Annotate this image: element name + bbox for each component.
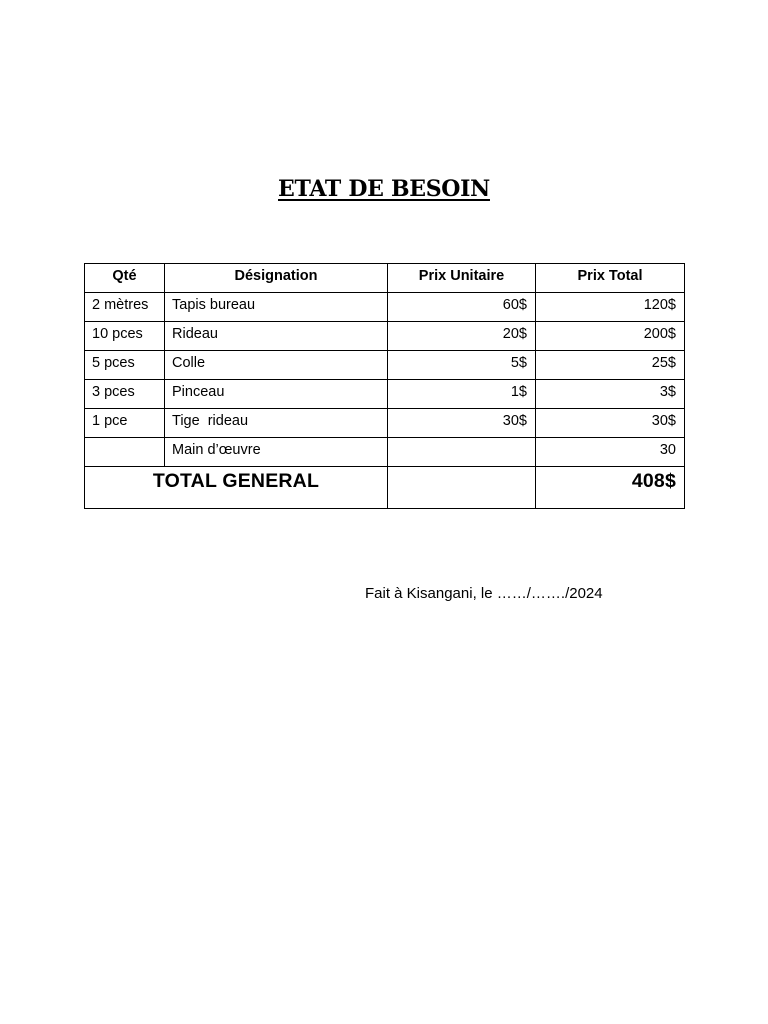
cell-unit-price <box>388 438 536 467</box>
total-general-label: TOTAL GENERAL <box>85 467 388 509</box>
place-date-line: Fait à Kisangani, le ……/……./2024 <box>365 585 603 602</box>
document-title: ETAT DE BESOIN <box>278 176 490 202</box>
cell-designation: Rideau <box>165 322 388 351</box>
total-unit-price-empty <box>388 467 536 509</box>
table-row <box>85 438 685 467</box>
cell-qty: 10 pces <box>85 322 165 351</box>
cell-total-price: 3$ <box>536 380 685 409</box>
cell-qty: 5 pces <box>85 351 165 380</box>
table-row <box>85 380 685 409</box>
cell-unit-price: 1$ <box>388 380 536 409</box>
cell-total-price: 30 <box>536 438 685 467</box>
table-row <box>85 351 685 380</box>
cell-designation: Pinceau <box>165 380 388 409</box>
total-general-value: 408$ <box>536 467 685 509</box>
cell-qty <box>85 438 165 467</box>
cell-designation: Main d’œuvre <box>165 438 388 467</box>
table-row <box>85 293 685 322</box>
cell-designation: Colle <box>165 351 388 380</box>
header-unit-price: Prix Unitaire <box>388 264 536 293</box>
table-row <box>85 322 685 351</box>
cell-unit-price: 5$ <box>388 351 536 380</box>
cell-qty: 3 pces <box>85 380 165 409</box>
cell-qty: 1 pce <box>85 409 165 438</box>
table-row <box>85 409 685 438</box>
header-designation: Désignation <box>165 264 388 293</box>
cell-unit-price: 60$ <box>388 293 536 322</box>
cell-total-price: 200$ <box>536 322 685 351</box>
needs-table <box>84 263 685 509</box>
cell-qty: 2 mètres <box>85 293 165 322</box>
table-header-row <box>85 264 685 293</box>
total-row <box>85 467 685 509</box>
header-total-price: Prix Total <box>536 264 685 293</box>
cell-designation: Tige rideau <box>165 409 388 438</box>
cell-total-price: 30$ <box>536 409 685 438</box>
header-qty: Qté <box>85 264 165 293</box>
cell-total-price: 25$ <box>536 351 685 380</box>
cell-unit-price: 30$ <box>388 409 536 438</box>
cell-total-price: 120$ <box>536 293 685 322</box>
cell-designation: Tapis bureau <box>165 293 388 322</box>
cell-unit-price: 20$ <box>388 322 536 351</box>
